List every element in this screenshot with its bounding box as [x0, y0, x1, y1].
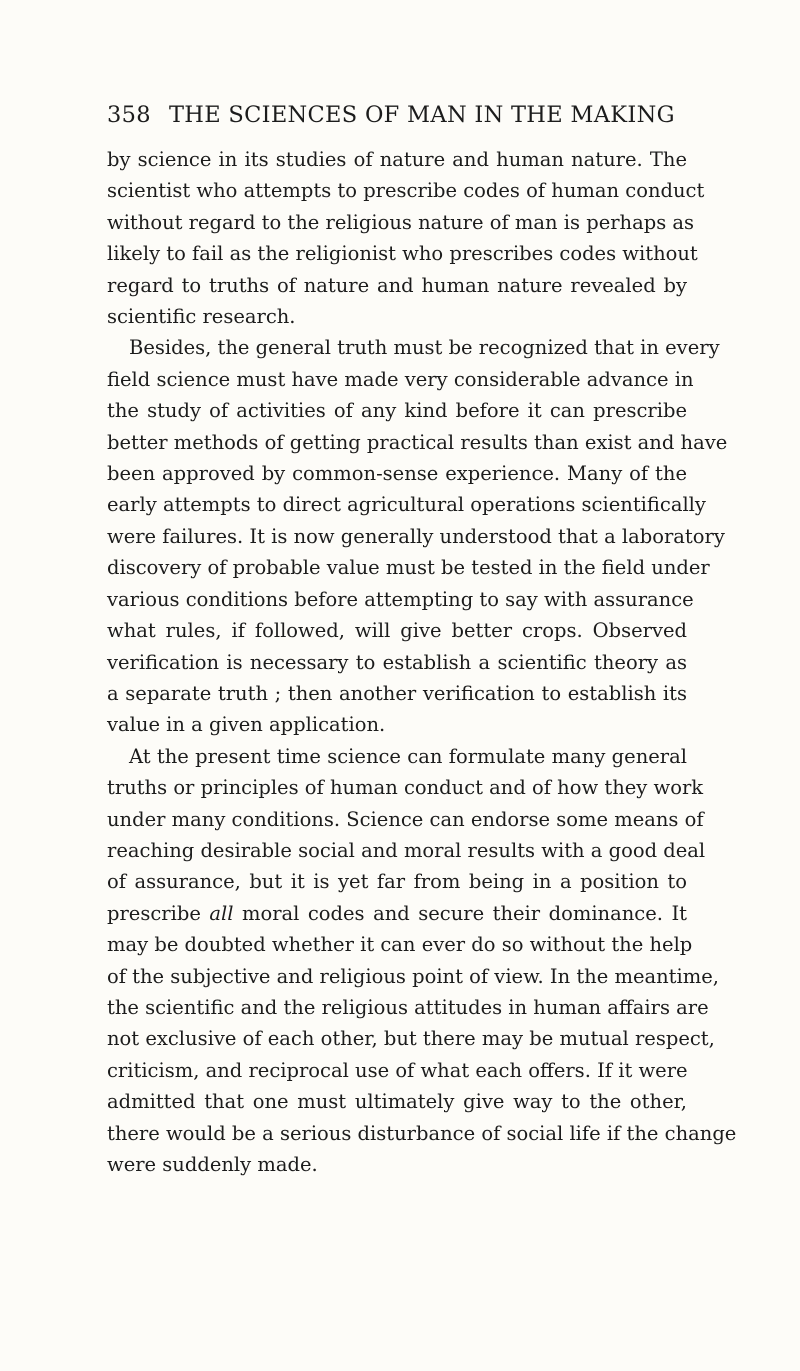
body-text [107, 144, 737, 1180]
text-line: were failures. It is now generally understood that a laboratory [107, 524, 725, 548]
text-segment: moral codes and secure their dominance. It [233, 901, 687, 925]
text-line: field science must have made very considerable advance in [107, 367, 694, 391]
paragraph [107, 144, 705, 332]
text-line: better methods of getting practical results than exist and have [107, 430, 728, 454]
paragraph [107, 332, 728, 740]
text-line: At the present time science can formulate many general [129, 744, 687, 768]
text-line: by science in its studies of nature and human nature. The [107, 148, 687, 171]
text-line: under many conditions. Science can endorse some means of [107, 807, 704, 831]
text-line: discovery of probable value must be tested in the field under [107, 556, 710, 580]
text-line: various conditions before attempting to say with assurance [107, 587, 694, 611]
text-line: what rules, if followed, will give better crops. Observed [107, 619, 687, 643]
text-line: likely to fail as the religionist who prescribes codes without [107, 242, 698, 266]
running-head [107, 99, 687, 131]
emphasis-text: all [209, 901, 234, 925]
text-line: value in a given application. [107, 713, 386, 737]
text-line: verification is necessary to establish a scientific theory as [107, 650, 687, 674]
text-line: truths or principles of human conduct and of how they work [107, 776, 704, 800]
text-line: may be doubted whether it can ever do so without the help [107, 933, 693, 957]
text-line: early attempts to direct agricultural operations scientifically [107, 493, 706, 517]
text-line: Besides, the general truth must be recognized that in every [129, 336, 720, 360]
text-line [107, 898, 687, 929]
text-line: regard to truths of nature and human nature revealed by [107, 273, 687, 297]
text-line: the study of activities of any kind before it can prescribe [107, 399, 687, 423]
text-line: without regard to the religious nature of man is perhaps as [107, 210, 695, 234]
text-segment: prescribe [107, 901, 210, 925]
paragraph [107, 741, 737, 1181]
text-line: were suddenly made. [107, 1153, 318, 1176]
text-line: reaching desirable social and moral results with a good deal [107, 838, 706, 862]
text-line: scientist who attempts to prescribe codes of human conduct [107, 179, 705, 203]
text-line: criticism, and reciprocal use of what each offers. If it were [107, 1058, 688, 1082]
text-line: not exclusive of each other, but there may be mutual respect, [107, 1027, 715, 1051]
text-line: there would be a serious disturbance of social life if the change [107, 1121, 737, 1145]
running-title: THE SCIENCES OF MAN IN THE MAKING [169, 102, 675, 128]
text-line: the scientific and the religious attitudes in human affairs are [107, 995, 709, 1019]
text-line: admitted that one must ultimately give way to the other, [107, 1090, 687, 1114]
text-line: of assurance, but it is yet far from being in a position to [107, 870, 687, 894]
text-line: scientific research. [107, 305, 296, 329]
text-line: a separate truth ; then another verification to establish its [107, 681, 687, 705]
text-line: been approved by common-sense experience. Many of the [107, 462, 687, 486]
page-number: 358 [107, 102, 151, 128]
text-line: of the subjective and religious point of view. In the meantime, [107, 964, 719, 988]
